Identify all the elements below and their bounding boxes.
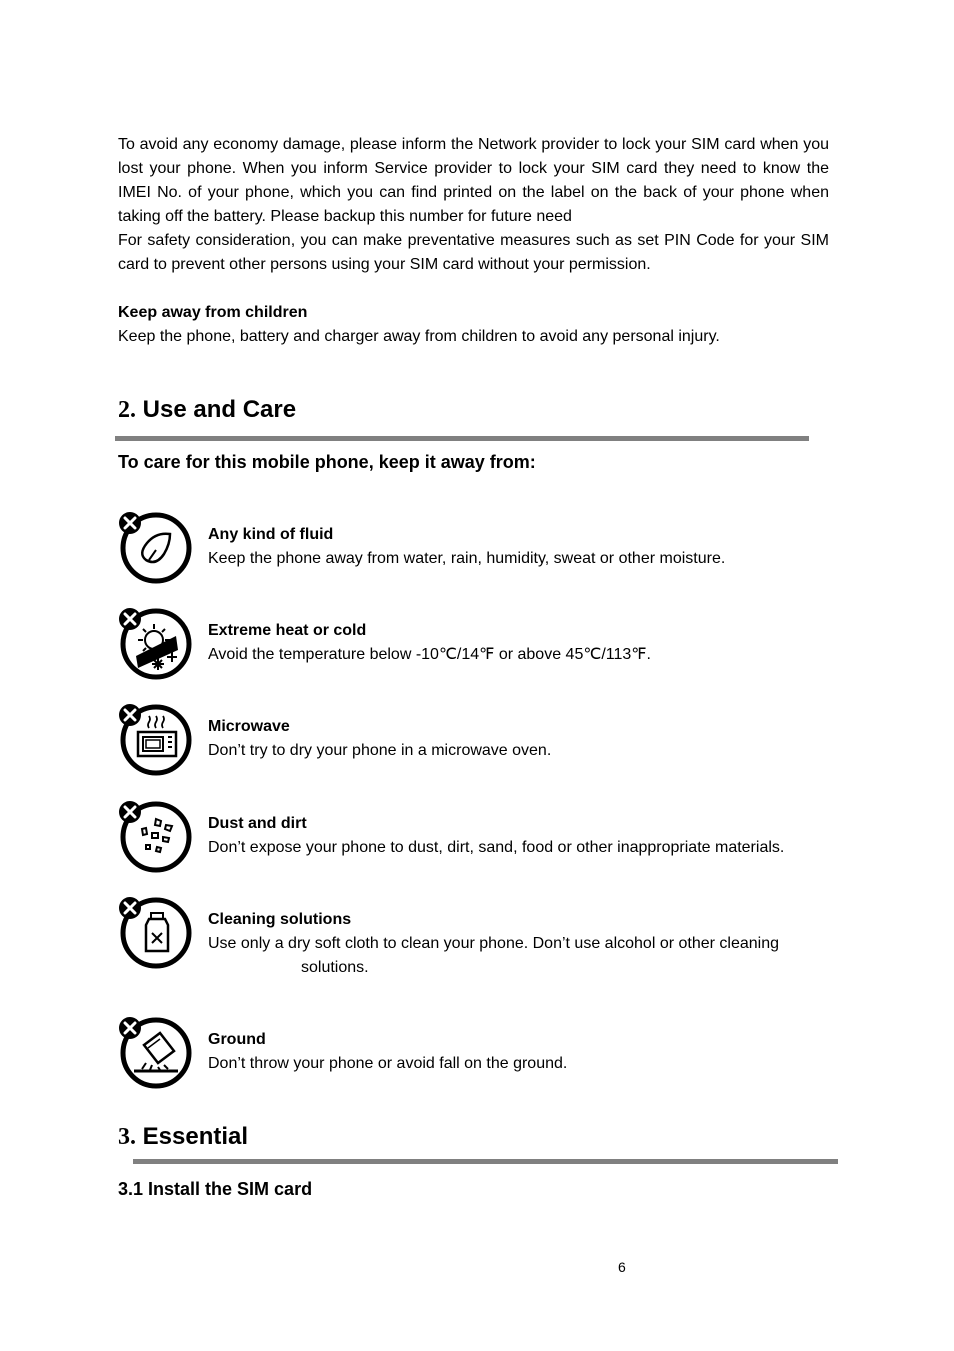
children-heading: Keep away from children [118, 304, 308, 321]
falling-phone-icon [116, 1015, 196, 1095]
dust-icon [116, 799, 196, 879]
section-3-subtitle: 3.1 Install the SIM card [118, 1179, 313, 1199]
care-item-text: Don’t expose your phone to dust, dirt, sand, food or other inappropriate materials. [208, 839, 785, 856]
care-item-cleaning [116, 895, 836, 975]
children-text: Keep the phone, battery and charger away from children to avoid any personal injury. [118, 328, 720, 345]
section-2-subtitle: To care for this mobile phone, keep it away from: [118, 452, 536, 472]
care-item-heat-cold [116, 606, 836, 686]
section-2-rule [115, 436, 809, 441]
care-item-title: Dust and dirt [208, 815, 307, 832]
intro-paragraph-1: To avoid any economy damage, please inform the Network provider to lock your SIM card when you lost your phone. When you inform Service provider to lock your SIM card they need to know the IMEI No. of your phone, which you can find printed on the label on the back of your phone when taking off the battery. Please backup this number for future need [118, 136, 829, 225]
cleaning-bottle-icon [116, 895, 196, 975]
care-item-text: Use only a dry soft cloth to clean your phone. Don’t use alcohol or other cleaning [208, 935, 779, 952]
care-item-text-continued: solutions. [301, 959, 369, 976]
care-item-title: Extreme heat or cold [208, 622, 367, 639]
care-item-title: Any kind of fluid [208, 526, 334, 543]
microwave-icon [116, 702, 196, 782]
sun-snowflake-icon [116, 606, 196, 686]
section-3-rule [133, 1159, 838, 1164]
page-number: 6 [618, 1259, 626, 1275]
care-item-text: Don’t try to dry your phone in a microwave oven. [208, 742, 552, 759]
water-drop-icon [116, 510, 196, 590]
care-item-fluid [116, 510, 836, 590]
section-3-title: Essential [142, 1123, 249, 1150]
care-item-ground [116, 1015, 836, 1095]
section-3-number: 3. [118, 1124, 136, 1150]
section-3-heading [118, 1122, 248, 1152]
section-2-title: Use and Care [142, 396, 297, 423]
intro-paragraph-2: For safety consideration, you can make preventative measures such as set PIN Code for your SIM card to prevent other persons using your SIM card without your permission. [118, 232, 829, 273]
care-item-text: Avoid the temperature below -10℃/14℉ or above 45℃/113℉. [208, 646, 651, 663]
care-item-microwave [116, 702, 836, 782]
care-item-title: Ground [208, 1031, 266, 1048]
care-item-text: Don’t throw your phone or avoid fall on the ground. [208, 1055, 568, 1072]
care-item-title: Microwave [208, 718, 290, 735]
care-item-title: Cleaning solutions [208, 911, 352, 928]
section-2-number: 2. [118, 397, 136, 423]
care-item-text: Keep the phone away from water, rain, humidity, sweat or other moisture. [208, 550, 726, 567]
section-2-heading [118, 395, 296, 425]
care-item-dust [116, 799, 836, 879]
